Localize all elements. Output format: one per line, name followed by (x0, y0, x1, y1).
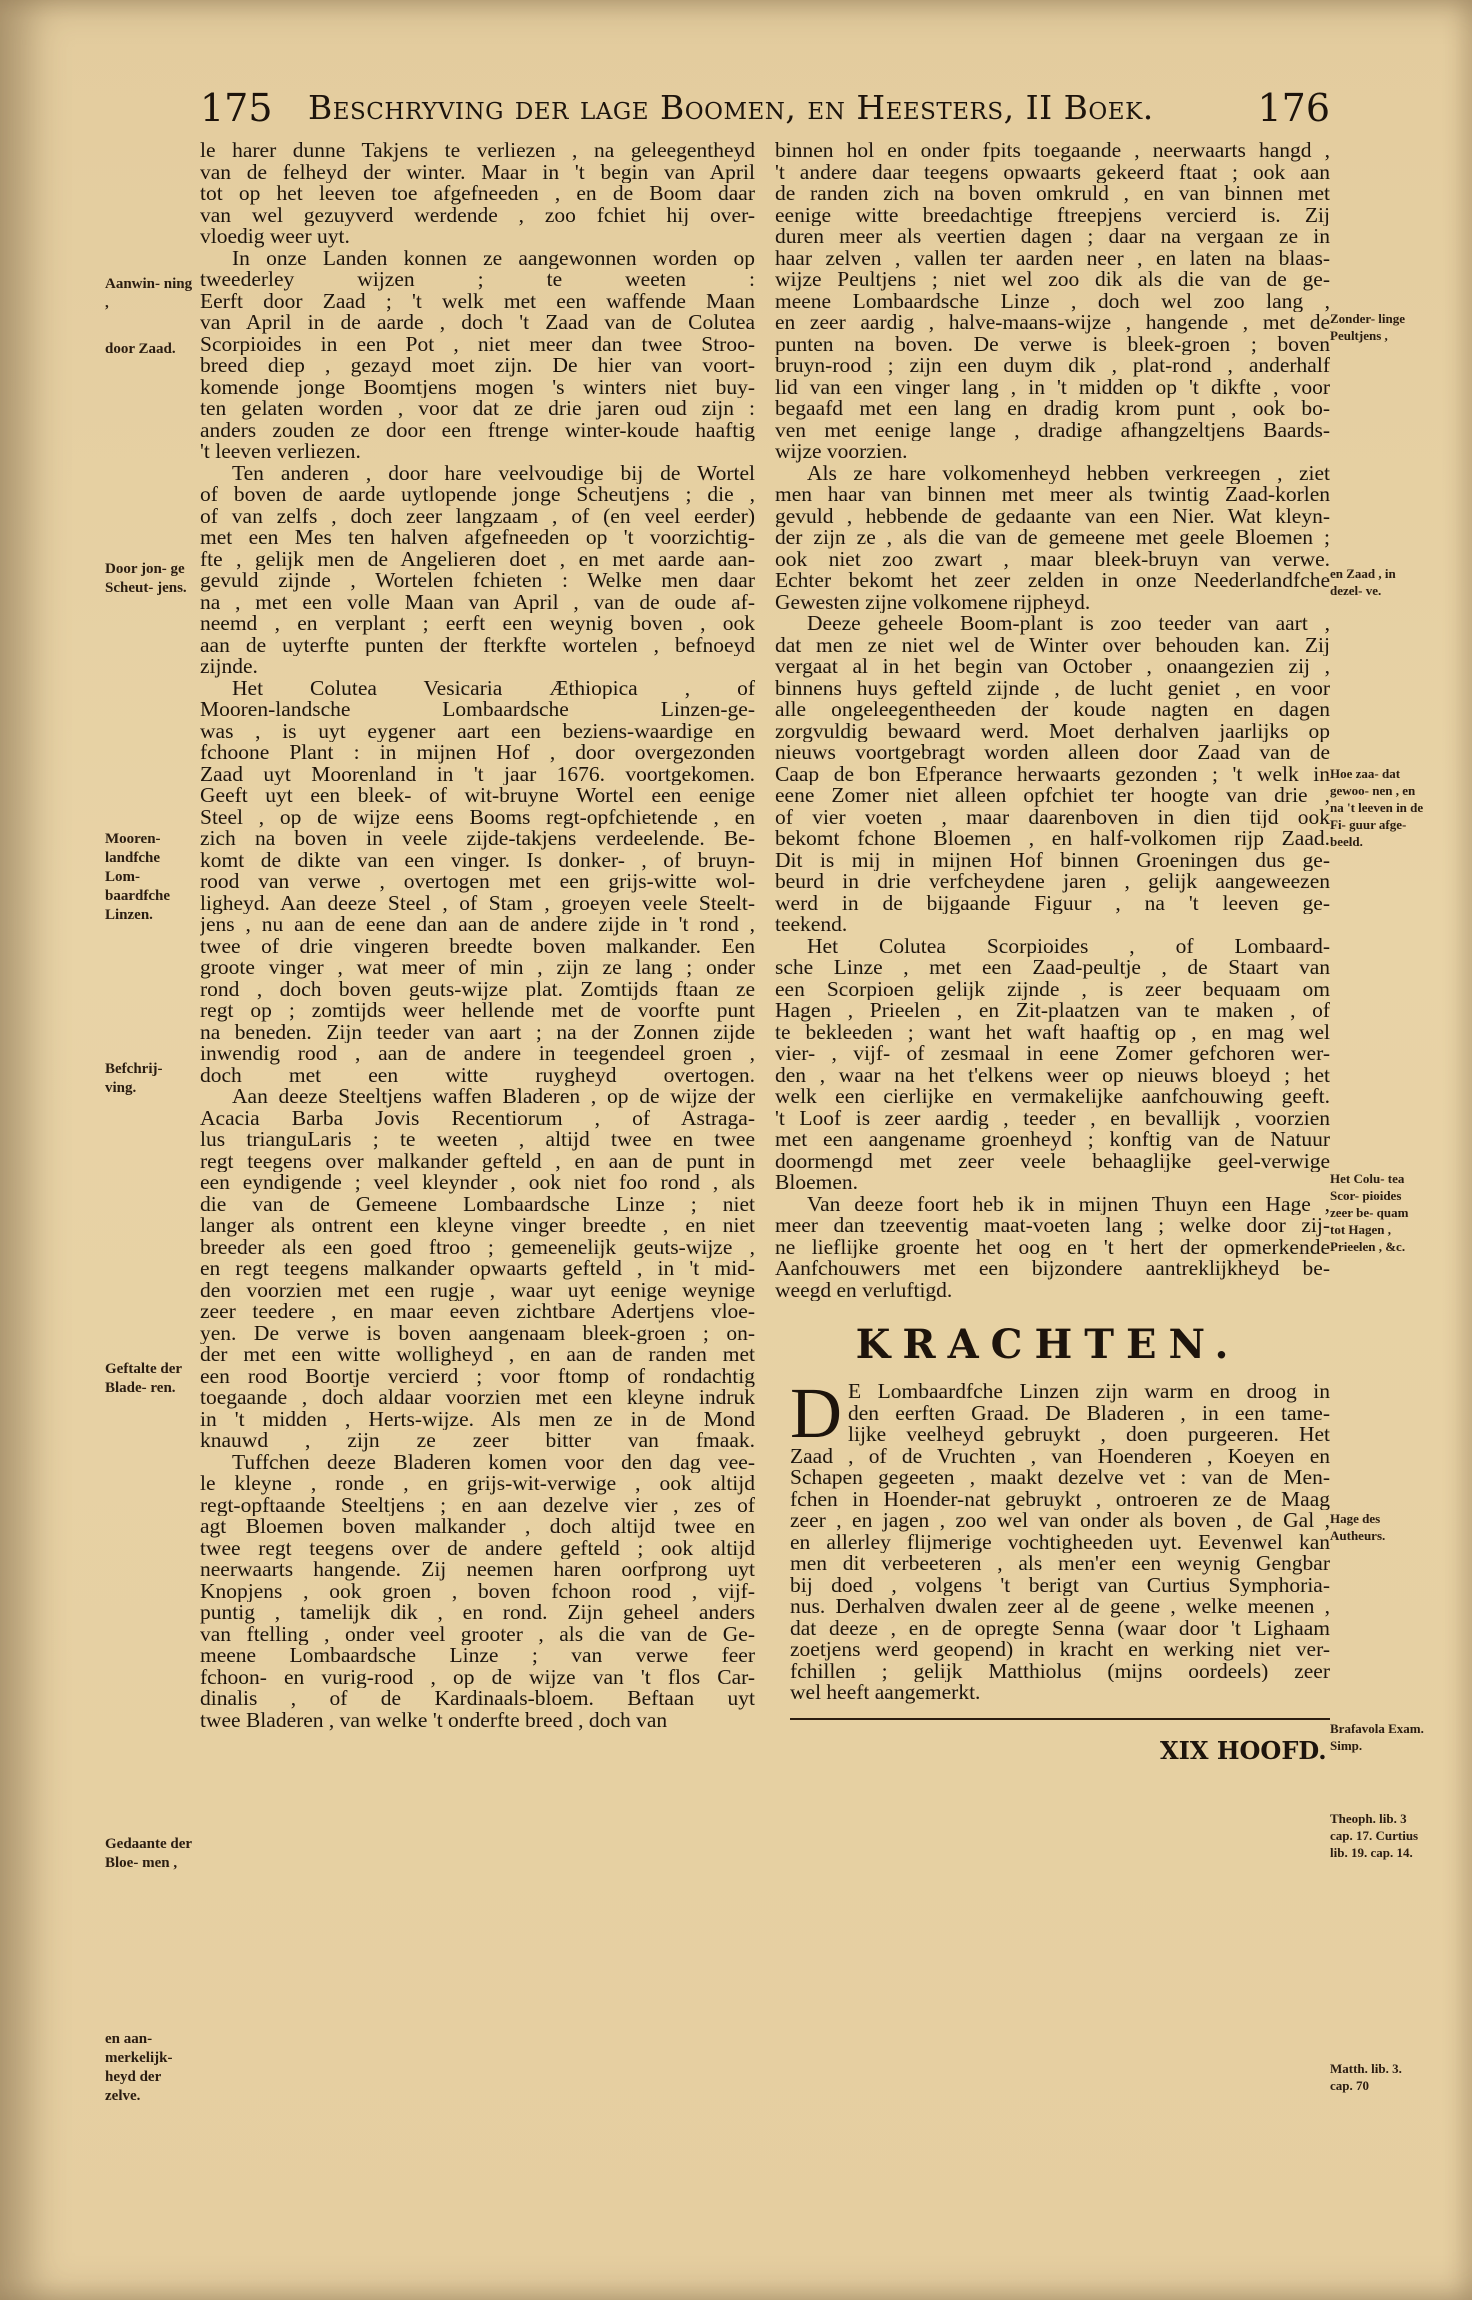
margin-note-text: Brafavola Exam. Simp. (1330, 1721, 1424, 1753)
margin-note-text: Het Colu- tea Scor- pioides zeer be- quam tot Hagen , Prieelen , &c. (1330, 1171, 1409, 1254)
text-line: dat deeze , en de opregte Senna (waar door 't Lighaam (790, 1617, 1330, 1639)
text-line: zorgvuldig bewaard werd. Moet derhalven jaarlijks op (775, 720, 1330, 742)
text-line: weegd en verluftigd. (775, 1279, 953, 1301)
text-line: Caap de bon Efperance herwaarts gezonden ; 't welk in (775, 763, 1330, 785)
text-line: der met een witte wolligheyd , en aan de randen met (200, 1344, 755, 1366)
text-line: Knopjens , ook groen , boven fchoon rood , vijf- (200, 1580, 755, 1602)
text-line: of vier voeten , maar daarenboven in dien tijd ook (775, 806, 1330, 828)
text-line: Steel , op de wijze eens Booms regt-opfchietende , en (200, 806, 755, 828)
text-line: gevuld zijnde , Wortelen fchieten : Welke men daar (200, 570, 755, 592)
text-line: na , met een volle Maan van April , van de oude af- (200, 591, 755, 613)
text-line: Eerft door Zaad ; 't welk met een waffende Maan (200, 290, 755, 312)
text-line: tot op het leeven toe afgefneeden , en de Boom daar (200, 183, 755, 205)
text-line: een rood Boortje vercierd ; voor ftomp of rondachtig (200, 1365, 755, 1387)
right-text-column (775, 140, 1330, 1301)
text-line: Hagen , Prieelen , en Zit-plaatzen van te maken , of (775, 1000, 1330, 1022)
text-line: was , is uyt eygener aart een beziens-waardige en (200, 720, 755, 742)
text-line: 't Loof is zeer aardig , teeder , en bevallijk , voorzien (775, 1107, 1330, 1129)
text-line: men haar van binnen met meer als twintig Zaad-korlen (775, 484, 1330, 506)
text-line: Dit is mij in mijnen Hof binnen Groeningen dus ge- (775, 849, 1330, 871)
running-title: Beschryving der lage Boomen, en Heesters, II Boek. (308, 88, 1154, 127)
text-line: ten gelaten worden , voor dat ze drie jaren oud zijn : (200, 398, 755, 420)
text-line: Aan deeze Steeltjens waffen Bladeren , op de wijze der (232, 1086, 755, 1108)
text-line: 't leeven verliezen. (200, 441, 361, 463)
margin-note-left (105, 275, 197, 313)
text-line: van wel gezuyverd werdende , zoo fchiet hij over- (200, 204, 755, 226)
text-line: en zeer aardig , halve-maans-wijze , hangende , met de (775, 312, 1330, 334)
text-line: twee Bladeren , van welke 't onderfte breed , doch van (200, 1709, 668, 1731)
margin-note-right (1330, 310, 1425, 344)
text-line: twee regt teegens over de andere gefteld ; ook altijd (200, 1537, 755, 1559)
text-line: regt op ; zomtijds weer hellende met de voorfte punt (200, 1000, 755, 1022)
text-line: doormengd met zeer veele behaaglijke geel-verwige (775, 1150, 1330, 1172)
text-line: en regt teegens malkander opwaarts gefteld , in 't mid- (200, 1258, 755, 1280)
text-line: Het Colutea Vesicaria Æthiopica , of (232, 677, 755, 699)
text-line: lijke veelheyd gebruykt , doen purgeeren. Het (848, 1424, 1330, 1446)
text-line: wel heeft aangemerkt. (790, 1682, 981, 1704)
text-line: Zaad uyt Moorenland in 't jaar 1676. voortgekomen. (200, 763, 755, 785)
page-header (200, 86, 1330, 130)
text-line: binnens huys gefteld zijnde , de lucht geniet , en voor (775, 677, 1330, 699)
margin-note-text: Matth. lib. 3. cap. 70 (1330, 2061, 1402, 2093)
margin-note-text: Zonder- linge Peultjens , (1330, 311, 1405, 343)
margin-note-left (105, 830, 197, 925)
margin-note-left (105, 1835, 197, 1873)
margin-note-text: door Zaad. (105, 341, 176, 357)
left-text-column (200, 140, 755, 1731)
margin-note-text: Geftalte der Blade- ren. (105, 1361, 182, 1396)
text-line: puntig , tamelijk dik , en rond. Zijn geheel anders (200, 1602, 755, 1624)
text-line: begaafd met een lang en dradig krom punt , ook bo- (775, 398, 1330, 420)
text-line: met een Mes ten halven afgefneeden op 't voorzichtig- (200, 527, 755, 549)
text-line: Van deeze foort heb ik in mijnen Thuyn een Hage , (807, 1193, 1330, 1215)
margin-note-text: Aanwin- ning , (105, 276, 193, 311)
text-line: le kleyne , ronde , en grijs-wit-verwige , ook altijd (200, 1473, 755, 1495)
text-line: haar zelven , vallen ter aarden neer , en laten na blaas- (775, 247, 1330, 269)
text-line: Ten anderen , door hare veelvoudige bij de Wortel (232, 462, 755, 484)
text-line: zeer teedere , en maar eeven zichtbare Adertjens vloe- (200, 1301, 755, 1323)
margin-note-right (1330, 565, 1425, 599)
text-line: jens , nu aan de eene dan aan de andere zijde in 't rond , (200, 914, 755, 936)
text-line: In onze Landen konnen ze aangewonnen worden op (232, 247, 755, 269)
text-line: neerwaarts hangende. Zij neemen haren oorfprong uyt (200, 1559, 755, 1581)
text-line: Gewesten zijne volkomene rijpheyd. (775, 591, 1091, 613)
text-line: regt teegens over malkander gefteld , en aan de punt in (200, 1150, 755, 1172)
text-line: Deeze geheele Boom-plant is zoo teeder van aart , (807, 613, 1330, 635)
text-line: van April in de aarde , doch 't Zaad van de Colutea (200, 312, 755, 334)
text-line: aan de uyterfte punten der fterkfte wortelen , befnoeyd (200, 634, 755, 656)
text-line: in 't midden , Herts-wijze. Als men ze in de Mond (200, 1408, 755, 1430)
text-line: vloedig weer uyt. (200, 226, 350, 248)
text-line: vier- , vijf- of zesmaal in eene Zomer gefchoren wer- (775, 1043, 1330, 1065)
text-line: meer dan tzeeventig maat-voeten lang ; welke door zij- (775, 1215, 1330, 1237)
text-line: agt Bloemen boven malkander , doch altijd twee en (200, 1516, 755, 1538)
margin-note-left (105, 2030, 197, 2106)
margin-note-left (105, 1060, 197, 1098)
text-line: ven met eenige lange , dradige afhangzeltjens Baards- (775, 419, 1330, 441)
text-line: tweederley wijzen ; te weeten : (200, 269, 755, 291)
text-line: binnen hol en onder fpits toegaande , neerwaarts hangd , (775, 140, 1330, 162)
text-line: ligheyd. Aan deeze Steel , of Stam , groeyen veele Steelt- (200, 892, 755, 914)
margin-note-right (1330, 1720, 1425, 1754)
text-line: nieuws voortgebragt worden alleen door Zaad van de (775, 742, 1330, 764)
text-line: lus trianguLaris ; te weeten , altijd twee en twee (200, 1129, 755, 1151)
text-line: knauwd , zijn ze zeer bitter van fmaak. (200, 1430, 755, 1452)
text-line: of boven de aarde uytlopende jonge Scheutjens ; die , (200, 484, 755, 506)
text-line: yen. De verwe is boven aangenaam bleek-groen ; on- (200, 1322, 755, 1344)
margin-note-text: Befchrij- ving. (105, 1061, 163, 1096)
margin-note-text: en Zaad , in dezel- ve. (1330, 566, 1396, 598)
text-line: Het Colutea Scorpioides , of Lombaard- (807, 935, 1330, 957)
text-line: groote vinger , wat meer of min , zijn ze lang ; onder (200, 957, 755, 979)
margin-note-right (1330, 765, 1425, 850)
text-line: komt de dikte van een vinger. Is donker- , of bruyn- (200, 849, 755, 871)
text-line: meene Lombaardsche Linze , doch wel zoo lang , (775, 290, 1330, 312)
text-line: Tuffchen deeze Bladeren komen voor den dag vee- (232, 1451, 755, 1473)
text-line: nus. Derhalven dwalen zeer al de geene , welke meenen , (790, 1596, 1330, 1618)
text-line: alle ongeleegentheeden der koude nagten en dagen (775, 699, 1330, 721)
text-line: fchoon- en vurig-rood , op de wijze van 't flos Car- (200, 1666, 755, 1688)
margin-note-text: Gedaante der Bloe- men , (105, 1836, 192, 1871)
text-line: ook niet zoo zwart , maar bleek-bruyn van verwe. (775, 548, 1330, 570)
page-number-left: 175 (200, 86, 273, 130)
text-line: wijze Peultjens ; niet wel zoo dik als die van de ge- (775, 269, 1330, 291)
text-line: fte , gelijk men de Angelieren doet , en met aarde aan- (200, 548, 755, 570)
text-line: den eerften Graad. De Bladeren , in een tame- (848, 1402, 1330, 1424)
text-line: ne lieflijke groente het oog en 't hert der opmerkende (775, 1236, 1330, 1258)
text-line: Scorpioides in een Pot , niet meer dan twee Stroo- (200, 333, 755, 355)
text-line: zich na boven in veele zijde-takjens verdeelende. Be- (200, 828, 755, 850)
text-line: vergaat al in het begin van October , onaangezien zij , (775, 656, 1330, 678)
text-line: zijnde. (200, 656, 258, 678)
text-line: Echter bekomt het zeer zelden in onze Neederlandfche (775, 570, 1330, 592)
text-line: bekomt fchone Bloemen , en half-volkomen rijp Zaad. (775, 828, 1330, 850)
text-line: van ftelling , onder veel grooter , als die van de Ge- (200, 1623, 755, 1645)
divider (790, 1718, 1330, 1720)
text-line: den , waar na het t'elkens weer op nieuws bloeyd ; het (775, 1064, 1330, 1086)
text-line: lid van een vinger lang , in 't midden op 't dikfte , voor (775, 376, 1330, 398)
text-line: Geeft uyt een bleek- of wit-bruyne Wortel een eenige (200, 785, 755, 807)
margin-note-text: Hoe zaa- dat gewoo- nen , en na 't leeven in de Fi- guur afge- beeld. (1330, 766, 1424, 849)
margin-note-left (105, 340, 197, 359)
text-line: en allerley flijmerige vochtigheeden uyt. Eevenwel kan (790, 1531, 1330, 1553)
margin-note-right (1330, 1170, 1425, 1255)
catchword: XIX HOOFD. (1160, 1735, 1327, 1765)
text-line: E Lombaardfche Linzen zijn warm en droog in (848, 1381, 1330, 1403)
margin-note-left (105, 560, 197, 598)
text-line: doch met een witte ruygheyd overtogen. (200, 1064, 755, 1086)
page-number-right: 176 (1257, 86, 1330, 130)
text-line: dat men ze niet wel de Winter over behouden kan. Zij (775, 634, 1330, 656)
text-line: na beneden. Zijn teeder van aart ; na der Zonnen zijde (200, 1021, 755, 1043)
text-line: fchen in Hoender-nat gebruykt , ontroeren ze de Maag (790, 1488, 1330, 1510)
text-line: gevuld , hebbende de gedaante van een Nier. Wat kleyn- (775, 505, 1330, 527)
margin-note-text: Door jon- ge Scheut- jens. (105, 561, 187, 596)
text-line: anders zouden ze door een ftrenge winter-koude haaftig (200, 419, 755, 441)
margin-note-text: Mooren- landfche Lom- baardfche Linzen. (105, 831, 170, 923)
text-line: wijze voorzien. (775, 441, 908, 463)
text-line: de randen zich na boven omkruld , en van binnen met (775, 183, 1330, 205)
text-line: 't andere daar teegens opwaarts gekeerd ftaat ; ook aan (775, 161, 1330, 183)
krachten-text (790, 1373, 1330, 1704)
text-line: een Scorpioen gelijk zijnde , is zeer bequaam om (775, 978, 1330, 1000)
text-line: met een aangename groenheyd ; konftig van de Natuur (775, 1129, 1330, 1151)
text-line: regt-opftaande Steeltjens ; en aan dezelve vier , zes of (200, 1494, 755, 1516)
text-line: eenige witte breedachtige ftreepjens vercierd is. Zij (775, 204, 1330, 226)
text-line: breed diep , gezayd moet zijn. De hier van voort- (200, 355, 755, 377)
text-line: of van zelfs , doch zeer langzaam , of (en veel eerder) (200, 505, 755, 527)
text-line: dinalis , of de Kardinaals-bloem. Beftaan uyt (200, 1688, 755, 1710)
text-line: fchoone Plant : in mijnen Hof , door overgezonden (200, 742, 755, 764)
text-line: zoetjens werd geopend) in kracht en werking niet ver- (790, 1639, 1330, 1661)
text-line: Bloemen. (775, 1172, 858, 1194)
text-line: welk een cierlijke en vermakelijke aanfchouwing geeft. (775, 1086, 1330, 1108)
text-line: rood van verwe , overtogen met een grijs-witte wol- (200, 871, 755, 893)
text-line: inwendig rood , aan de andere in teegendeel groen , (200, 1043, 755, 1065)
text-line: le harer dunne Takjens te verliezen , na geleegentheyd (200, 140, 755, 162)
margin-note-left (105, 1360, 197, 1398)
text-line: bruyn-rood ; zijn een duym dik , plat-rond , anderhalf (775, 355, 1330, 377)
text-line: twee of drie vingeren breedte boven malkander. Een (200, 935, 755, 957)
text-line: breeder als een goed ftroo ; gemeenelijk geuts-wijze , (200, 1236, 755, 1258)
margin-note-right (1330, 1810, 1425, 1861)
text-line: van de felheyd der winter. Maar in 't begin van April (200, 161, 755, 183)
text-line: Zaad , of de Vruchten , van Hoenderen , Koeyen en (790, 1445, 1330, 1467)
text-line: die van de Gemeene Lombaardsche Linze ; niet (200, 1193, 755, 1215)
margin-note-right (1330, 1510, 1425, 1544)
text-line: Aanfchouwers met een bijzondere aantreklijkheyd be- (775, 1258, 1330, 1280)
text-line: men dit verbeeteren , als men'er een weynig Gengbar (790, 1553, 1330, 1575)
margin-note-text: Theoph. lib. 3 cap. 17. Curtius lib. 19. cap. 14. (1330, 1811, 1419, 1860)
margin-note-right (1330, 2060, 1425, 2094)
text-line: beurd in drie verfcheydene jaren , gelijk aangeweezen (775, 871, 1330, 893)
text-line: punten na boven. De verwe is bleek-groen ; boven (775, 333, 1330, 355)
text-line: fchillen ; gelijk Matthiolus (mijns oordeels) zeer (790, 1660, 1330, 1682)
text-line: neemd , en verplant ; eerft een weynig boven , ook (200, 613, 755, 635)
section-heading: KRACHTEN. (855, 1321, 1241, 1368)
text-line: toegaande , doch aldaar voorzien met een kleyne indruk (200, 1387, 755, 1409)
text-line: Mooren-landsche Lombaardsche Linzen-ge- (200, 699, 755, 721)
text-line: rond , doch boven geuts-wijze plat. Zomtijds ftaan ze (200, 978, 755, 1000)
text-line: teekend. (775, 914, 848, 936)
text-line: Als ze hare volkomenheyd hebben verkreegen , ziet (807, 462, 1330, 484)
text-line: eene Zomer niet alleen opfchiet ter hoogte van drie , (775, 785, 1330, 807)
drop-cap: D (790, 1373, 842, 1453)
text-line: een eyndigende ; veel kleynder , ook niet foo rond , als (200, 1172, 755, 1194)
text-line: duren meer als veertien dagen ; daar na vergaan ze in (775, 226, 1330, 248)
text-line: meene Lombaardsche Linze ; van verwe feer (200, 1645, 755, 1667)
text-line: Schapen gegeeten , maakt dezelve vet : van de Men- (790, 1467, 1330, 1489)
text-line: den voorzien met een rugje , waar uyt eenige weynige (200, 1279, 755, 1301)
text-line: te bekleeden ; want het waft haaftig op , en mag wel (775, 1021, 1330, 1043)
text-line: der zijn ze , als die van de gemeene met geele Bloemen ; (775, 527, 1330, 549)
text-line: komende jonge Boomtjens mogen 's winters niet buy- (200, 376, 755, 398)
text-line: langer als ontrent een kleyne vinger breedte , en niet (200, 1215, 755, 1237)
text-line: werd in de bijgaande Figuur , na 't leeven ge- (775, 892, 1330, 914)
text-line: sche Linze , met een Zaad-peultje , de Staart van (775, 957, 1330, 979)
margin-note-text: en aan- merkelijk- heyd der zelve. (105, 2031, 173, 2104)
text-line: zeer , en jagen , zoo wel van onder als boven , de Gal , (790, 1510, 1330, 1532)
text-line: Acacia Barba Jovis Recentiorum , of Astraga- (200, 1107, 755, 1129)
text-line: bij doed , volgens 't berigt van Curtius Symphoria- (790, 1574, 1330, 1596)
margin-note-text: Hage des Autheurs. (1330, 1511, 1386, 1543)
